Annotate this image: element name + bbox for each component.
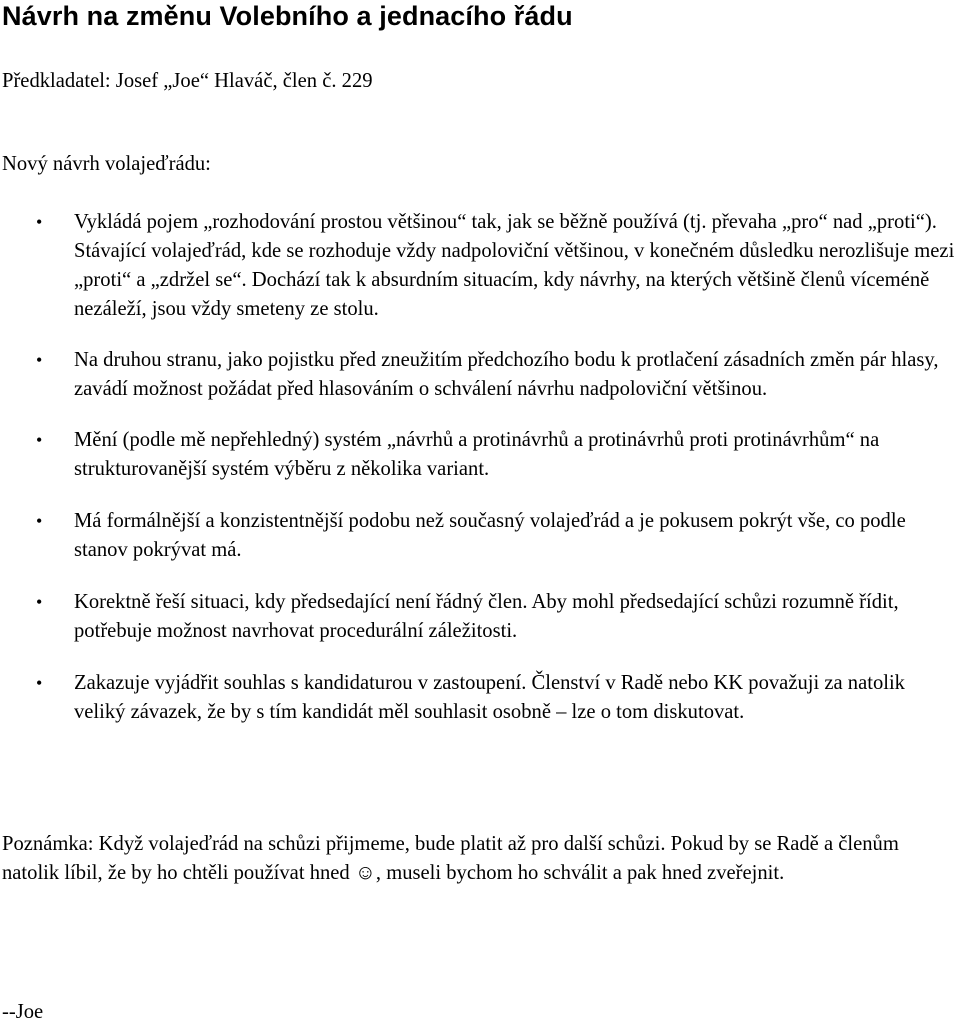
bullet-icon: • bbox=[36, 511, 43, 531]
list-item-text: Na druhou stranu, jako pojistku před zneužitím předchozího bodu k protlačení zásadních změn pár hlasy, zavádí možnost požádat před hlasováním o schválení návrhu nadpoloviční většinou. bbox=[74, 349, 939, 400]
list-item-text: Korektně řeší situaci, kdy předsedající není řádný člen. Aby mohl předsedající schůzi rozumně řídit, potřebuje možnost navrhovat procedurální záležitosti. bbox=[74, 591, 899, 642]
list-item bbox=[0, 426, 960, 484]
list-item bbox=[0, 669, 960, 727]
note-text-end: , museli bychom ho schválit a pak hned zveřejnit. bbox=[375, 862, 785, 884]
signature: --Joe bbox=[2, 1001, 44, 1023]
list-item-text: Má formálnější a konzistentnější podobu než současný volajeďrád a je pokusem pokrýt vše, co podle stanov pokrývat má. bbox=[74, 510, 906, 561]
list-item bbox=[0, 208, 960, 324]
bullet-icon: • bbox=[36, 430, 43, 450]
list-item-text: Mění (podle mě nepřehledný) systém „návrhů a protinávrhů a protinávrhů proti protinávrhům“ na strukturovanější systém výběru z několika variant. bbox=[74, 429, 880, 480]
note-paragraph bbox=[2, 830, 957, 888]
list-item-text: Zakazuje vyjádřit souhlas s kandidaturou v zastoupení. Členství v Radě nebo KK považuji za natolik veliký závazek, že by s tím kandidát měl souhlasit osobně – lze o tom diskutovat. bbox=[74, 672, 905, 723]
list-item bbox=[0, 507, 960, 565]
bullet-icon: • bbox=[36, 350, 43, 370]
note-text-start: Poznámka: Když volajeďrád na schůzi přijmeme, bude platit až pro další schůzi. Pokud by se Radě a členům natolik líbil, že by ho chtěli používat hned bbox=[2, 833, 899, 884]
list-item-text: Vykládá pojem „rozhodování prostou většinou“ tak, jak se běžně používá (tj. převaha „pro“ nad „proti“). Stávající volajeďrád, kde se rozhoduje vždy nadpoloviční většinou, v konečném důsledku nerozlišuje mezi „proti“ a „zdržel se“. Dochází tak k absurdním situacím, kdy návrhy, na kterých většině členů víceméně nezáleží, jsou vždy smeteny ze stolu. bbox=[74, 211, 955, 320]
document-title: Návrh na změnu Volebního a jednacího řádu bbox=[2, 1, 573, 31]
bullet-icon: • bbox=[36, 673, 43, 693]
bullet-icon: • bbox=[36, 592, 43, 612]
smiley-icon: ☺ bbox=[354, 862, 376, 884]
proposer-line: Předkladatel: Josef „Joe“ Hlaváč, člen č. 229 bbox=[2, 70, 373, 92]
list-item bbox=[0, 346, 960, 404]
intro-line: Nový návrh volajeďrádu: bbox=[2, 153, 211, 175]
proposal-list bbox=[0, 208, 960, 727]
bullet-icon: • bbox=[36, 212, 43, 232]
list-item bbox=[0, 588, 960, 646]
